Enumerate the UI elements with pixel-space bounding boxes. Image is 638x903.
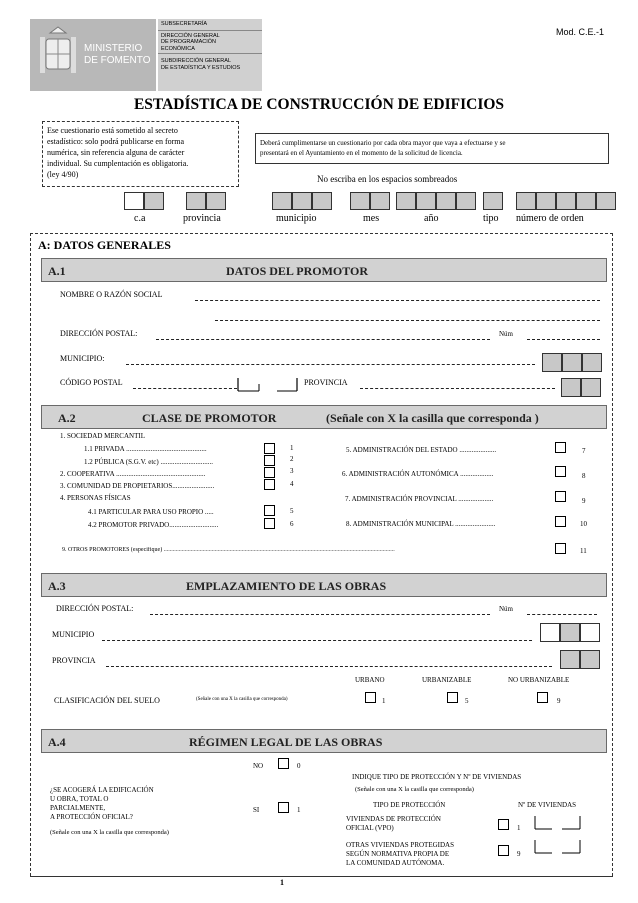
promotor-code: 8 <box>582 472 586 480</box>
label-urbanizable: URBANIZABLE <box>422 676 472 684</box>
a3-provincia-code-box <box>580 650 600 669</box>
ministry-line1: MINISTERIO <box>84 43 143 54</box>
promotor-option: 4. PERSONAS FÍSICAS <box>60 494 131 502</box>
promotor-option: 1. SOCIEDAD MERCANTIL <box>60 432 145 440</box>
notice-right-line: Deberá cumplimentarse un cuestionario por cada obra mayor que vaya a efectuarse y se <box>260 139 506 147</box>
a1-number: A.1 <box>48 264 66 278</box>
shaded-note: No escriba en los espacios sombreados <box>317 174 458 184</box>
promotor-code: 10 <box>580 520 587 528</box>
promotor-option: 3. COMUNIDAD DE PROPIETARIOS........................ <box>60 482 215 490</box>
nombre-line1[interactable] <box>195 300 600 301</box>
page-title: ESTADÍSTICA DE CONSTRUCCIÓN DE EDIFICIOS <box>133 96 505 113</box>
sub2-block <box>158 30 262 54</box>
promotor-code: 5 <box>290 507 294 515</box>
provincia-code-box <box>581 378 601 397</box>
provincia-line[interactable] <box>360 388 555 389</box>
notice-left-line: individual. Su cumplentación es obligatoria. <box>47 159 189 168</box>
code-label-ca: c.a <box>134 213 146 224</box>
promotor-other: 9. OTROS PROMOTORES (especifique) .......................................................................................................................................................... <box>62 547 395 553</box>
nombre-line2[interactable] <box>215 320 600 321</box>
label-clasificacion: CLASIFICACIÓN DEL SUELO <box>54 696 160 705</box>
checkbox-otras[interactable] <box>498 845 509 856</box>
promotor-code: 3 <box>290 467 294 475</box>
sub3a: SUBDIRECCIÓN GENERAL <box>161 58 231 64</box>
label-urbano: URBANO <box>355 676 385 684</box>
ministry-logo <box>30 19 156 91</box>
a3-municipio-code-box <box>580 623 600 642</box>
code-label-tipo: tipo <box>483 213 499 224</box>
code-label-mes: mes <box>363 213 380 224</box>
promotor-code: 4 <box>290 480 294 488</box>
code-label-municipio: municipio <box>276 213 317 224</box>
col-num: Nº DE VIVIENDAS <box>518 801 577 809</box>
sub3b: DE ESTADÍSTICA Y ESTUDIOS <box>161 64 241 71</box>
checkbox-promotor-10[interactable] <box>555 516 566 527</box>
a3-provincia-line[interactable] <box>106 666 552 667</box>
otras-line: LA COMUNIDAD AUTÓNOMA. <box>346 859 445 867</box>
municipio-line[interactable] <box>126 364 535 365</box>
promotor-option: 8. ADMINISTRACIÓN MUNICIPAL ....................... <box>346 520 496 528</box>
form-bottom-border <box>30 876 613 877</box>
a4-number: A.4 <box>48 735 66 749</box>
sub2b: DE PROGRAMACIÓN <box>161 39 217 45</box>
label-a3-municipio: MUNICIPIO <box>52 630 95 639</box>
promotor-option: 4.1 PARTICULAR PARA USO PROPIO ..... <box>88 508 214 516</box>
otras-line: SEGÚN NORMATIVA PROPIA DE <box>346 850 450 858</box>
vpo-count-field[interactable] <box>534 815 586 831</box>
vpo-line: OFICIAL (VPO) <box>346 824 394 832</box>
checkbox-si[interactable] <box>278 802 289 813</box>
cp-line[interactable] <box>133 388 237 389</box>
cp-tick-marks[interactable] <box>237 378 299 392</box>
a2-hint: (Señale con X la casilla que corresponda ) <box>326 411 539 425</box>
num-line[interactable] <box>527 339 600 340</box>
promotor-option: 5. ADMINISTRACIÓN DEL ESTADO ..................... <box>346 446 497 454</box>
notice-right-line: presentará en el Ayuntamiento en el momento de la solicitud de licencia. <box>260 149 463 157</box>
checkbox-promotor-6[interactable] <box>264 518 275 529</box>
municipio-code-box <box>582 353 602 372</box>
notice-right <box>255 133 609 164</box>
checkbox-promotor-2[interactable] <box>264 455 275 466</box>
question-hint: (Señale con una X la casilla que corresponda) <box>50 829 169 836</box>
checkbox-promotor-4[interactable] <box>264 479 275 490</box>
otras-line: OTRAS VIVIENDAS PROTEGIDAS <box>346 841 454 849</box>
a2-title: CLASE DE PROMOTOR <box>142 411 277 425</box>
code-si: 1 <box>297 806 301 814</box>
a3-num-line[interactable] <box>527 614 597 615</box>
code-no-urbanizable: 9 <box>557 697 561 705</box>
checkbox-vpo[interactable] <box>498 819 509 830</box>
notice-left-line: numérica, sin referencia alguna de carácter <box>47 148 185 157</box>
vpo-label <box>346 815 441 833</box>
label-no: NO <box>253 762 264 770</box>
municipio-code-box <box>562 353 582 372</box>
model-code: Mod. C.E.-1 <box>556 27 605 37</box>
code-urbanizable: 5 <box>465 697 469 705</box>
code-tipo-box <box>483 192 503 210</box>
promotor-code: 11 <box>580 547 587 555</box>
question-line: A PROTECCIÓN OFICIAL? <box>50 813 133 821</box>
indique-label: INDIQUE TIPO DE PROTECCIÓN Y Nº DE VIVIENDAS <box>352 773 522 781</box>
label-nombre: NOMBRE O RAZÓN SOCIAL <box>60 290 163 299</box>
label-num: Núm <box>499 330 513 338</box>
sub2c: ECONÓMICA <box>161 45 195 52</box>
label-provincia: PROVINCIA <box>304 378 348 387</box>
vpo-line: VIVIENDAS DE PROTECCIÓN <box>346 815 441 823</box>
code-no: 0 <box>297 762 301 770</box>
code-label-anio: año <box>424 213 439 224</box>
label-a3-provincia: PROVINCIA <box>52 656 96 665</box>
sub2a: DIRECCIÓN GENERAL <box>161 32 220 39</box>
subsecretaria-block <box>158 19 262 91</box>
label-direccion: DIRECCIÓN POSTAL: <box>60 329 138 338</box>
col-tipo: TIPO DE PROTECCIÓN <box>373 801 446 809</box>
a3-direccion-line[interactable] <box>150 614 490 615</box>
promotor-option: 7. ADMINISTRACIÓN PROVINCIAL .................... <box>345 495 494 503</box>
ministry-line2: DE FOMENTO <box>84 55 151 66</box>
checkbox-urbanizable[interactable] <box>447 692 458 703</box>
promotor-option: 4.2 PROMOTOR PRIVADO............................ <box>88 521 219 529</box>
notice-left-line: (ley 4/90) <box>47 170 79 179</box>
direccion-line[interactable] <box>156 339 490 340</box>
code-urbano: 1 <box>382 697 386 705</box>
question-line: U OBRA, TOTAL O <box>50 795 109 803</box>
code-otras: 9 <box>517 850 521 858</box>
checkbox-promotor-11[interactable] <box>555 543 566 554</box>
code-vpo: 1 <box>517 824 521 832</box>
checkbox-no-urbanizable[interactable] <box>537 692 548 703</box>
label-cp: CÓDIGO POSTAL <box>60 378 123 387</box>
provincia-code-box <box>561 378 581 397</box>
checkbox-promotor-3[interactable] <box>264 467 275 478</box>
checkbox-promotor-8[interactable] <box>555 466 566 477</box>
a2-number: A.2 <box>58 411 76 425</box>
checkbox-no[interactable] <box>278 758 289 769</box>
promotor-code: 9 <box>582 497 586 505</box>
checkbox-promotor-7[interactable] <box>555 442 566 453</box>
label-municipio: MUNICIPIO: <box>60 354 105 363</box>
checkbox-promotor-5[interactable] <box>264 505 275 516</box>
label-a3-num: Núm <box>499 605 513 613</box>
question-block <box>50 786 154 822</box>
promotor-code: 6 <box>290 520 294 528</box>
checkbox-promotor-1[interactable] <box>264 443 275 454</box>
promotor-code: 2 <box>290 455 294 463</box>
label-a3-direccion: DIRECCIÓN POSTAL: <box>56 604 134 613</box>
notice-left <box>42 121 239 187</box>
code-label-orden: número de orden <box>516 213 584 224</box>
label-si: SI <box>253 806 260 814</box>
a3-title: EMPLAZAMIENTO DE LAS OBRAS <box>186 579 387 593</box>
label-no-urbanizable: NO URBANIZABLE <box>508 676 570 684</box>
promotor-code: 7 <box>582 447 586 455</box>
otras-label <box>346 841 454 868</box>
promotor-code: 1 <box>290 444 294 452</box>
checkbox-urbano[interactable] <box>365 692 376 703</box>
sub3-block <box>158 53 262 72</box>
sub1: SUBSECRETARÍA <box>161 21 208 27</box>
a4-title: RÉGIMEN LEGAL DE LAS OBRAS <box>189 735 383 749</box>
checkbox-promotor-9[interactable] <box>555 491 566 502</box>
otras-count-field[interactable] <box>534 839 586 855</box>
promotor-option: 1.1 PRIVADA .............................................. <box>84 445 207 453</box>
a3-municipio-code-box <box>540 623 560 642</box>
coat-of-arms-icon <box>38 25 78 85</box>
page-number: 1 <box>280 878 284 887</box>
promotor-option: 2. COOPERATIVA ................................................... <box>60 470 206 478</box>
a3-number: A.3 <box>48 579 66 593</box>
question-line: ¿SE ACOGERÁ LA EDIFICACIÓN <box>50 786 154 794</box>
section-a-title: A: DATOS GENERALES <box>38 238 171 252</box>
indique-hint: (Señale con una X la casilla que corresponda) <box>355 786 474 793</box>
clasificacion-hint: (Señale con una X la casilla que corresponda) <box>196 697 288 702</box>
notice-left-line: estadístico: solo podrá publicarse en forma <box>47 137 185 146</box>
notice-left-line: Ese cuestionario está sometido al secreto <box>47 126 178 135</box>
question-line: PARCIALMENTE, <box>50 804 106 812</box>
a3-municipio-code-box <box>560 623 580 642</box>
municipio-code-box <box>542 353 562 372</box>
a3-provincia-code-box <box>560 650 580 669</box>
promotor-option: 1.2 PÚBLICA (S.G.V. etc) .............................. <box>84 458 213 466</box>
code-label-provincia: provincia <box>183 213 221 224</box>
promotor-option: 6. ADMINISTRACIÓN AUTONÓMICA ................... <box>342 470 494 478</box>
a1-title: DATOS DEL PROMOTOR <box>226 264 369 278</box>
a3-municipio-line[interactable] <box>102 640 532 641</box>
